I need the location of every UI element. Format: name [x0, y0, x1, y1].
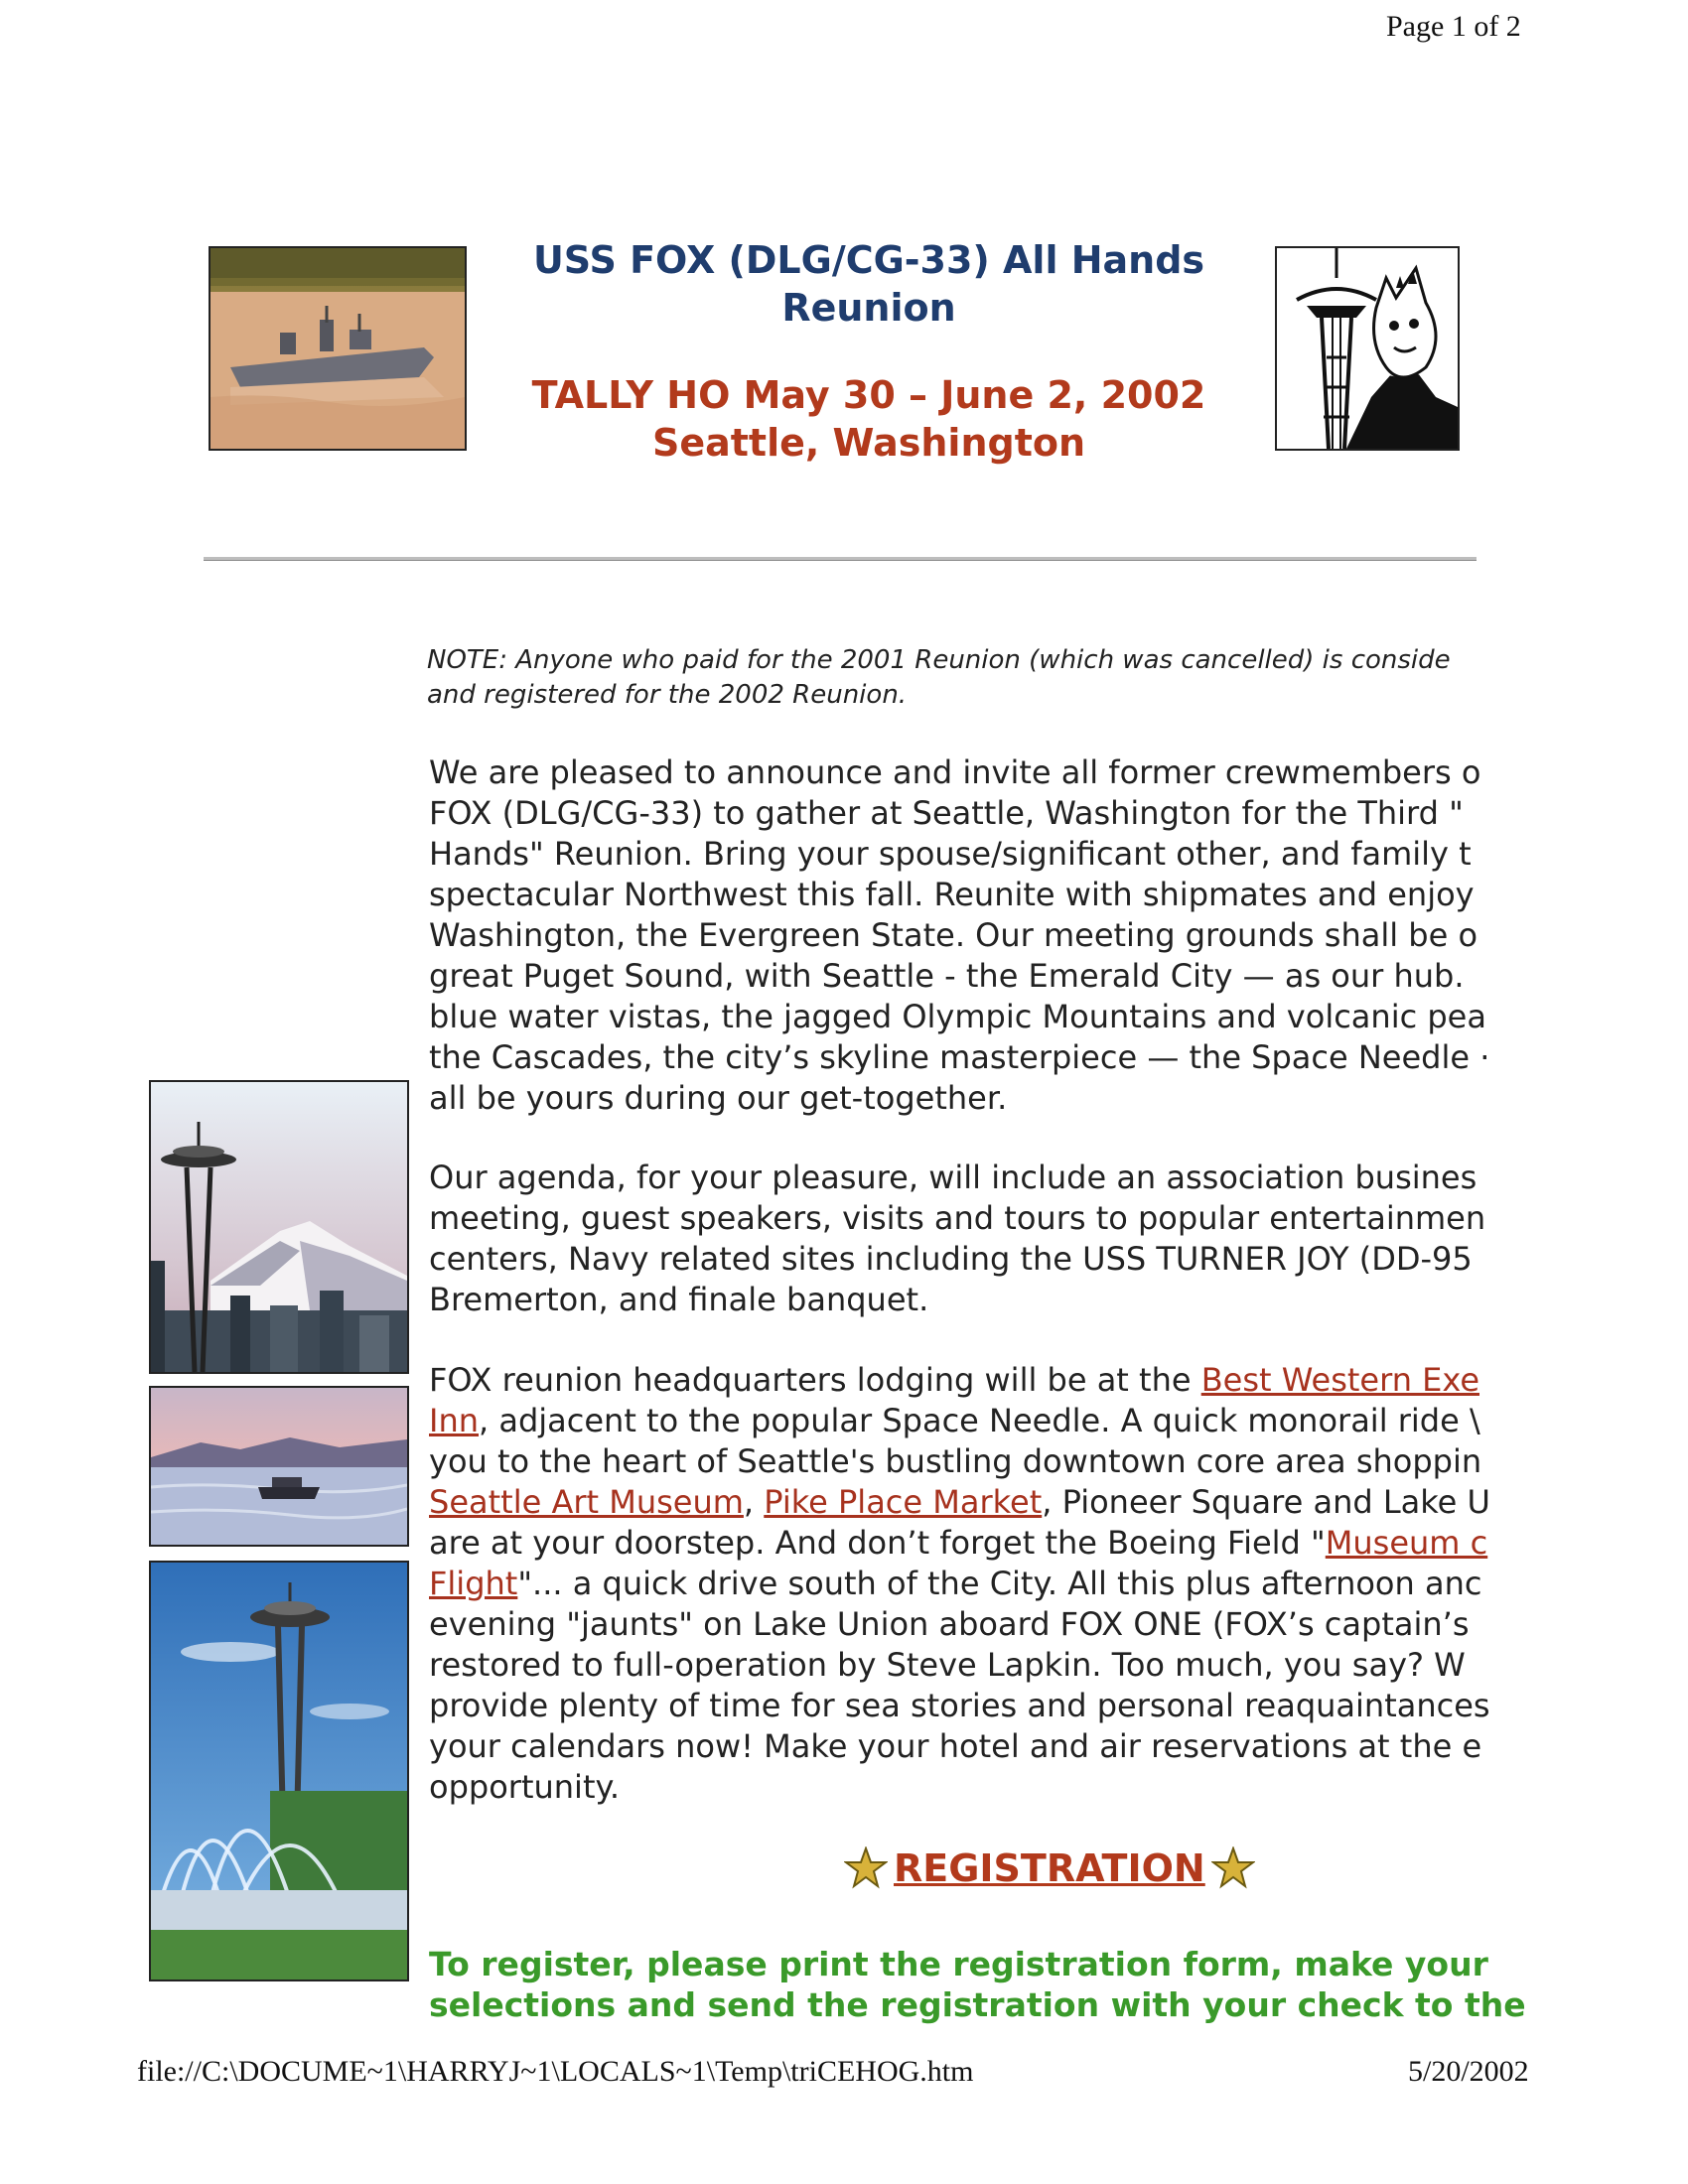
museum-of-flight-link-cont[interactable]: Flight [429, 1565, 518, 1602]
reunion-dates: TALLY HO May 30 – June 2, 2002 [531, 373, 1206, 417]
paragraph-line: you to the heart of Seattle's bustling downtown core area shoppin [429, 1442, 1482, 1480]
paragraph-line: Hands" Reunion. Bring your spouse/significant other, and family t [429, 835, 1472, 873]
seattle-art-museum-link[interactable]: Seattle Art Museum [429, 1483, 744, 1521]
paragraph-line: FOX (DLG/CG-33) to gather at Seattle, Washington for the Third " [429, 794, 1464, 832]
footer-date: 5/20/2002 [1408, 2055, 1529, 2088]
header-title-block [477, 236, 1261, 467]
paragraph-line: Bremerton, and finale banquet. [429, 1281, 929, 1318]
gold-star-icon [1211, 1846, 1255, 1890]
paragraph-line: restored to full-operation by Steve Lapkin. Too much, you say? W [429, 1646, 1466, 1684]
paragraph-line: provide plenty of time for sea stories and personal reaquaintances [429, 1687, 1490, 1724]
registration-heading [844, 1846, 1255, 1890]
lodging-paragraph [429, 1360, 1551, 1808]
ship-photo-icon [209, 246, 467, 451]
paragraph-line: are at your doorstep. And don’t forget the Boeing Field "Museum c [429, 1524, 1488, 1562]
paragraph-line: centers, Navy related sites including the USS TURNER JOY (DD-95 [429, 1240, 1473, 1278]
note-line: and registered for the 2002 Reunion. [427, 680, 908, 710]
paragraph-line: spectacular Northwest this fall. Reunite with shipmates and enjoy [429, 876, 1475, 913]
paragraph-line: We are pleased to announce and invite all former crewmembers o [429, 753, 1481, 791]
reunion-location: Seattle, Washington [651, 421, 1086, 465]
invitation-paragraph [429, 752, 1551, 1119]
paragraph-line: blue water vistas, the jagged Olympic Mountains and volcanic pea [429, 998, 1486, 1035]
ferry-sunset-photo-icon [149, 1386, 409, 1547]
paragraph-line: all be yours during our get-together. [429, 1079, 1008, 1117]
space-needle-mountain-photo-icon [149, 1080, 409, 1374]
registration-link[interactable]: REGISTRATION [894, 1846, 1205, 1890]
gold-star-icon [844, 1846, 888, 1890]
paragraph-line: meeting, guest speakers, visits and tours to popular entertainmen [429, 1199, 1486, 1237]
space-needle-fox-logo-icon [1275, 246, 1460, 451]
paragraph-line: selections and send the registration with your check to the [429, 1985, 1526, 2024]
reunion-title-line2: Reunion [781, 286, 956, 330]
registration-instructions [429, 1944, 1551, 2025]
paragraph-line: Our agenda, for your pleasure, will include an association busines [429, 1159, 1477, 1196]
note-line: NOTE: Anyone who paid for the 2001 Reunion (which was cancelled) is conside [427, 645, 1451, 675]
page-number: Page 1 of 2 [1386, 10, 1521, 43]
agenda-paragraph [429, 1158, 1551, 1320]
paragraph-line: Washington, the Evergreen State. Our meeting grounds shall be o [429, 916, 1478, 954]
paragraph-line: evening "jaunts" on Lake Union aboard FOX ONE (FOX’s captain’s [429, 1605, 1470, 1643]
paragraph-line: Flight"... a quick drive south of the City. All this plus afternoon anc [429, 1565, 1482, 1602]
paragraph-line: To register, please print the registration form, make your [429, 1945, 1488, 1983]
footer-file-path: file://C:\DOCUME~1\HARRYJ~1\LOCALS~1\Temp\triCEHOG.htm [137, 2055, 974, 2088]
paragraph-line: FOX reunion headquarters lodging will be at the Best Western Exe [429, 1361, 1479, 1399]
paragraph-line: opportunity. [429, 1768, 621, 1806]
header-divider [204, 557, 1477, 561]
best-western-link-cont[interactable]: Inn [429, 1402, 479, 1439]
pike-place-market-link[interactable]: Pike Place Market [764, 1483, 1043, 1521]
reunion-title-line1: USS FOX (DLG/CG-33) All Hands [532, 238, 1205, 282]
paragraph-line: Inn, adjacent to the popular Space Needle. A quick monorail ride \ [429, 1402, 1480, 1439]
paragraph-line: the Cascades, the city’s skyline masterpiece — the Space Needle · [429, 1038, 1490, 1076]
best-western-link[interactable]: Best Western Exe [1200, 1361, 1479, 1399]
paragraph-line: your calendars now! Make your hotel and air reservations at the e [429, 1727, 1482, 1765]
paragraph-line: Seattle Art Museum, Pike Place Market, Pioneer Square and Lake U [429, 1483, 1490, 1521]
note-text [427, 643, 1549, 713]
space-needle-fountain-photo-icon [149, 1561, 409, 1981]
paragraph-line: great Puget Sound, with Seattle - the Emerald City — as our hub. [429, 957, 1465, 995]
museum-of-flight-link[interactable]: Museum c [1325, 1524, 1488, 1562]
